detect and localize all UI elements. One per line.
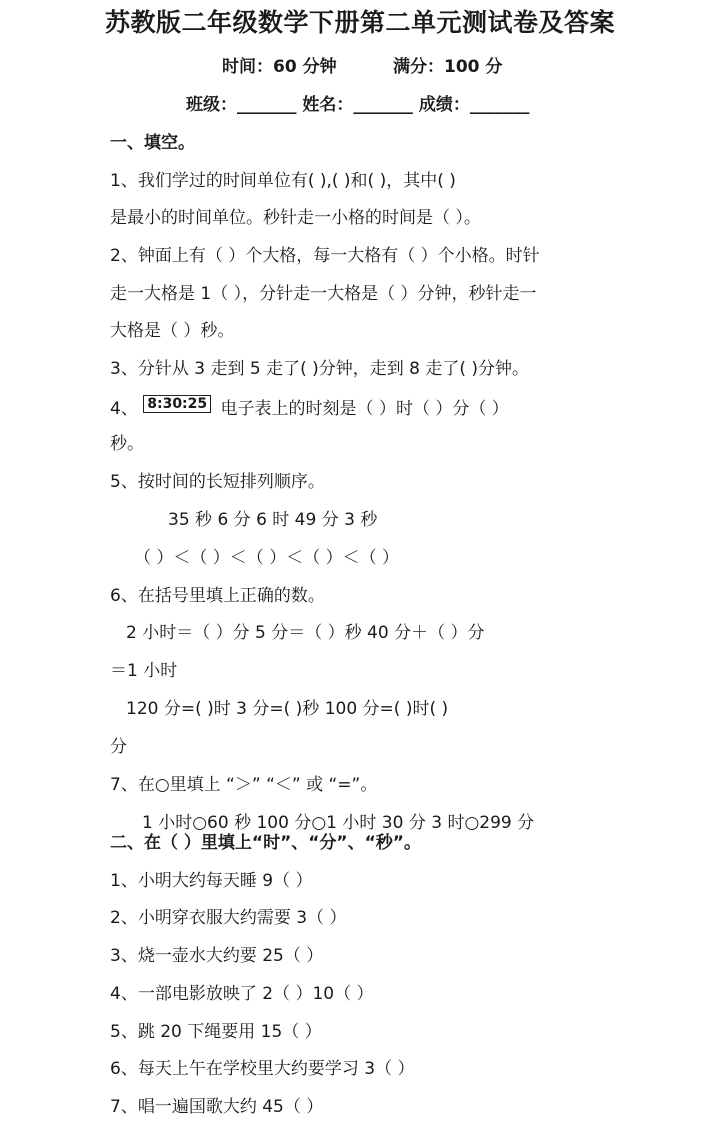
question-4-line-1 <box>110 398 509 420</box>
section2-heading: 二、在（ ）里填上“时”、“分”、“秒”。 <box>110 833 421 853</box>
question-5: 5、按时间的长短排列顺序。 <box>110 472 325 492</box>
section2-item-2: 2、小明穿衣服大约需要 3（ ） <box>110 908 347 928</box>
question-3: 3、分针从 3 走到 5 走了( )分钟，走到 8 走了( )分钟。 <box>110 359 530 379</box>
question-7-items: 1 小时○60 秒 100 分○1 小时 30 分 3 时○299 分 <box>142 813 535 833</box>
question-4-text: 电子表上的时刻是（ ）时（ ）分（ ） <box>220 399 509 419</box>
section2-item-4: 4、一部电影放映了 2（ ）10（ ） <box>110 984 374 1004</box>
section1-heading: 一、填空。 <box>110 133 195 153</box>
question-4-number: 4、 <box>110 399 138 419</box>
question-5-items: 35 秒 6 分 6 时 49 分 3 秒 <box>168 510 378 530</box>
page-title: 苏教版二年级数学下册第二单元测试卷及答案 <box>104 8 615 37</box>
student-fields: 班级：_______ 姓名：_______ 成绩：_______ <box>186 95 530 115</box>
exam-time: 时间：60 分钟 <box>222 57 337 77</box>
question-6-line-4: 分 <box>110 737 127 757</box>
section2-item-6: 6、每天上午在学校里大约要学习 3（ ） <box>110 1059 415 1079</box>
question-2-line-1: 2、钟面上有（ ）个大格，每一大格有（ ）个小格。时针 <box>110 246 540 266</box>
question-4-line-2: 秒。 <box>110 434 144 454</box>
question-6-line-1: 2 小时＝（ ）分 5 分＝（ ）秒 40 分＋（ ）分 <box>126 623 485 643</box>
section2-item-5: 5、跳 20 下绳要用 15（ ） <box>110 1022 322 1042</box>
question-7: 7、在○里填上 “＞” “＜” 或 “=”。 <box>110 775 378 795</box>
question-6-line-3: 120 分=( )时 3 分=( )秒 100 分=( )时( ) <box>126 699 449 719</box>
question-1-line-1: 1、我们学过的时间单位有( ),( )和( )，其中( ) <box>110 171 456 191</box>
section2-item-7: 7、唱一遍国歌大约 45（ ） <box>110 1097 324 1117</box>
section2-item-1: 1、小明大约每天睡 9（ ） <box>110 871 313 891</box>
section2-item-3: 3、烧一壶水大约要 25（ ） <box>110 946 324 966</box>
question-1-line-2: 是最小的时间单位。秒针走一小格的时间是（ ）。 <box>110 208 481 228</box>
question-5-blanks: （ ）＜（ ）＜（ ）＜（ ）＜（ ） <box>134 548 400 568</box>
digital-clock-display: 8:30:25 <box>143 395 211 413</box>
full-score: 满分：100 分 <box>393 57 503 77</box>
question-2-line-2: 走一大格是 1（ ），分针走一大格是（ ）分钟，秒针走一 <box>110 284 537 304</box>
question-6: 6、在括号里填上正确的数。 <box>110 586 325 606</box>
question-2-line-3: 大格是（ ）秒。 <box>110 321 235 341</box>
question-6-line-2: ＝1 小时 <box>110 661 178 681</box>
